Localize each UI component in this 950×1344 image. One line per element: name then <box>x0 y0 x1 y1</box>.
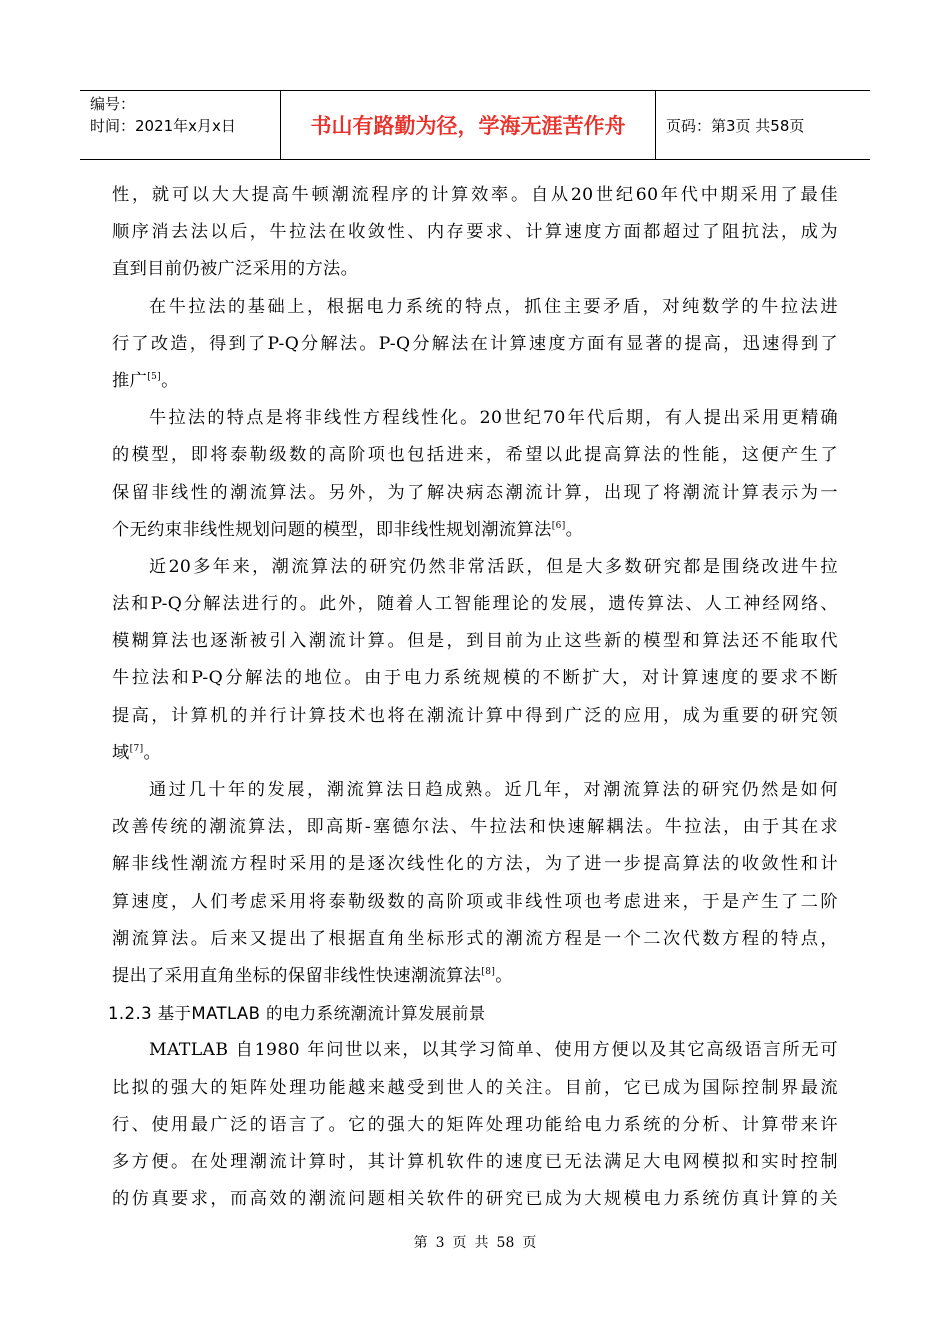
text-line <box>112 289 838 326</box>
text-line-content: 个无约束非线性规划问题的模型，即非线性规划潮流算法 <box>112 519 552 540</box>
text-line-content: 改善传统的潮流算法，即高斯-塞德尔法、牛拉法和快速解耦法。牛拉法，由于其在求 <box>112 817 838 838</box>
footer-page-number: 3 <box>435 1235 445 1251</box>
footer-suffix: 页 <box>522 1235 537 1251</box>
text-line <box>112 400 838 437</box>
text-line-tail: 。 <box>495 965 513 986</box>
text-line-content: 直到目前仍被广泛采用的方法。 <box>112 259 359 280</box>
text-line-content: 行了改造，得到了P-Q分解法。P-Q分解法在计算速度方面有显著的提高，迅速得到了 <box>112 333 838 354</box>
text-line-content: 潮流算法。后来又提出了根据直角坐标形式的潮流方程是一个二次代数方程的特点， <box>112 928 838 949</box>
text-line-content: 的模型，即将泰勒级数的高阶项也包括进来，希望以此提高算法的性能，这便产生了 <box>112 445 838 466</box>
text-line <box>112 1032 838 1069</box>
footer-total-pages: 58 <box>496 1235 515 1251</box>
text-line <box>112 549 838 586</box>
text-line-content: 的仿真要求，而高效的潮流问题相关软件的研究已成为大规模电力系统仿真计算的关 <box>112 1189 838 1210</box>
text-line-content: 保留非线性的潮流算法。另外，为了解决病态潮流计算，出现了将潮流计算表示为一 <box>112 482 838 503</box>
text-line <box>112 660 838 697</box>
text-line-content: 1.2.3 基于MATLAB 的电力系统潮流计算发展前景 <box>108 1004 486 1024</box>
text-line <box>112 958 838 995</box>
text-line-content: 性，就可以大大提高牛顿潮流程序的计算效率。自从20世纪60年代中期采用了最佳 <box>112 185 838 205</box>
text-line <box>112 884 838 921</box>
text-line-content: 提出了采用直角坐标的保留非线性快速潮流算法 <box>112 965 482 986</box>
text-line <box>112 214 838 251</box>
text-line-content: 近20多年来，潮流算法的研究仍然非常活跃，但是大多数研究都是围绕改进牛拉 <box>149 556 838 577</box>
text-line <box>112 512 838 549</box>
document-number: 编号： <box>90 95 136 113</box>
citation-ref: [7] <box>129 743 144 754</box>
text-line <box>112 586 838 623</box>
text-line-tail: 。 <box>161 370 179 391</box>
text-line <box>112 363 838 400</box>
text-line-content: 域 <box>112 742 130 763</box>
citation-ref: [5] <box>147 371 162 382</box>
text-line <box>112 1144 838 1181</box>
text-line-content: 多方便。在处理潮流计算时，其计算机软件的速度已无法满足大电网模拟和实时控制 <box>112 1151 838 1172</box>
text-line <box>112 326 838 363</box>
text-line-content: 在牛拉法的基础上，根据电力系统的特点，抓住主要矛盾，对纯数学的牛拉法进 <box>149 296 838 317</box>
section-heading <box>108 995 838 1032</box>
text-line-content: 比拟的强大的矩阵处理功能越来越受到世人的关注。目前，它已成为国际控制界最流 <box>112 1077 838 1098</box>
text-line-content: 解非线性潮流方程时采用的是逐次线性化的方法，为了进一步提高算法的收敛性和计 <box>112 854 838 875</box>
text-line <box>112 921 838 958</box>
text-line-content: 法和P-Q分解法进行的。此外，随着人工智能理论的发展，遗传算法、人工神经网络、 <box>112 594 838 615</box>
header-info-cell <box>80 91 281 159</box>
text-line-content: 牛拉法和P-Q分解法的地位。由于电力系统规模的不断扩大，对计算速度的要求不断 <box>112 668 838 689</box>
citation-ref: [6] <box>551 520 566 531</box>
page-footer <box>0 1232 950 1252</box>
text-line <box>112 437 838 474</box>
text-line <box>112 772 838 809</box>
header-motto: 书山有路勤为径，学海无涯苦作舟 <box>281 91 656 159</box>
text-line <box>112 475 838 512</box>
header-page-info: 页码：第3页 共58页 <box>666 116 805 135</box>
text-line <box>112 251 838 288</box>
text-line-content: 顺序消去法以后，牛拉法在收敛性、内存要求、计算速度方面都超过了阻抗法，成为 <box>112 222 838 243</box>
text-line <box>112 177 838 214</box>
text-line-content: MATLAB 自1980 年问世以来，以其学习简单、使用方便以及其它高级语言所无可 <box>149 1040 838 1061</box>
text-line <box>112 623 838 660</box>
text-line <box>112 735 838 772</box>
text-line <box>112 1070 838 1107</box>
page-header <box>80 90 870 160</box>
text-line <box>112 1181 838 1218</box>
text-line-tail: 。 <box>565 519 584 540</box>
footer-total-prefix: 共 <box>474 1235 489 1251</box>
text-line-content: 通过几十年的发展，潮流算法日趋成熟。近几年，对潮流算法的研究仍然是如何 <box>149 780 838 800</box>
text-line-content: 推广 <box>112 370 148 391</box>
text-line <box>112 809 838 846</box>
footer-prefix: 第 <box>413 1235 428 1251</box>
text-line-tail: 。 <box>143 742 162 763</box>
text-line <box>112 846 838 883</box>
text-line-content: 牛拉法的特点是将非线性方程线性化。20世纪70年代后期，有人提出采用更精确 <box>149 408 838 429</box>
text-line-content: 算速度，人们考虑采用将泰勒级数的高阶项或非线性项也考虑进来，于是产生了二阶 <box>112 891 838 912</box>
document-time: 时间：2021年x月x日 <box>90 117 236 135</box>
document-body <box>108 177 838 1218</box>
text-line <box>112 1107 838 1144</box>
text-line-content: 模糊算法也逐渐被引入潮流计算。但是，到目前为止这些新的模型和算法还不能取代 <box>112 631 838 652</box>
text-line <box>112 698 838 735</box>
text-line-content: 行、使用最广泛的语言了。它的强大的矩阵处理功能给电力系统的分析、计算带来许 <box>112 1114 838 1135</box>
text-line-content: 提高，计算机的并行计算技术也将在潮流计算中得到广泛的应用，成为重要的研究领 <box>112 705 838 726</box>
citation-ref: [8] <box>481 966 496 977</box>
footer-page-word: 页 <box>452 1235 467 1251</box>
